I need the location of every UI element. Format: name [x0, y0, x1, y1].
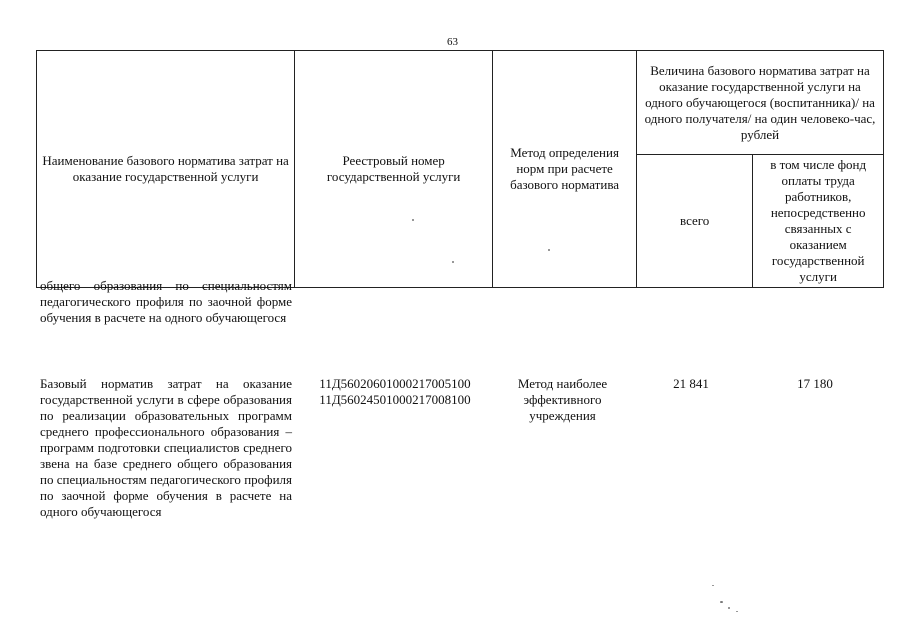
header-col-method: Метод определения норм при расчете базового норматива: [493, 51, 637, 288]
row-fund: 17 180: [797, 376, 833, 391]
page-number: 63: [447, 36, 458, 48]
header-col-fund: в том числе фонд оплаты труда работников, непосредственно связанных с оказанием государственной услуги: [753, 155, 884, 288]
scan-speck: [452, 261, 454, 263]
row-total: 21 841: [673, 376, 709, 391]
registry-number: 11Д56024501000217008100: [319, 392, 471, 407]
continuation-text: общего образования по специальностям педагогического профиля по заочной форме обучения в расчете на одного обучающегося: [40, 278, 292, 325]
header-col-total: всего: [637, 155, 753, 288]
row-method: Метод наиболее эффективного учреждения: [517, 376, 608, 423]
header-col-registry: Реестровый номер государственной услуги: [295, 51, 493, 288]
scan-speck: [412, 219, 414, 221]
scan-speck: [720, 601, 723, 603]
header-col-name: Наименование базового норматива затрат на оказание государственной услуги: [37, 51, 295, 288]
scan-speck: [548, 249, 550, 251]
row-name: Базовый норматив затрат на оказание государственной услуги в сфере образования по реализации образовательных программ среднего профессионального образования – программ подготовки специалистов среднего звена на базе среднего общего образования по специальностям педагогического профиля по заочной форме обучения в расчете на одного обучающегося: [40, 376, 292, 519]
scan-speck: [736, 611, 738, 612]
scan-speck: [728, 607, 730, 609]
table-header: [36, 50, 884, 288]
row-registry-numbers: [298, 376, 492, 408]
header-col-value: Величина базового норматива затрат на оказание государственной услуги на одного обучающегося (воспитанника)/ на одного получателя/ на один человеко-час, рублей: [637, 51, 884, 155]
scan-speck: [712, 585, 714, 586]
registry-number: 11Д56020601000217005100: [319, 376, 471, 391]
